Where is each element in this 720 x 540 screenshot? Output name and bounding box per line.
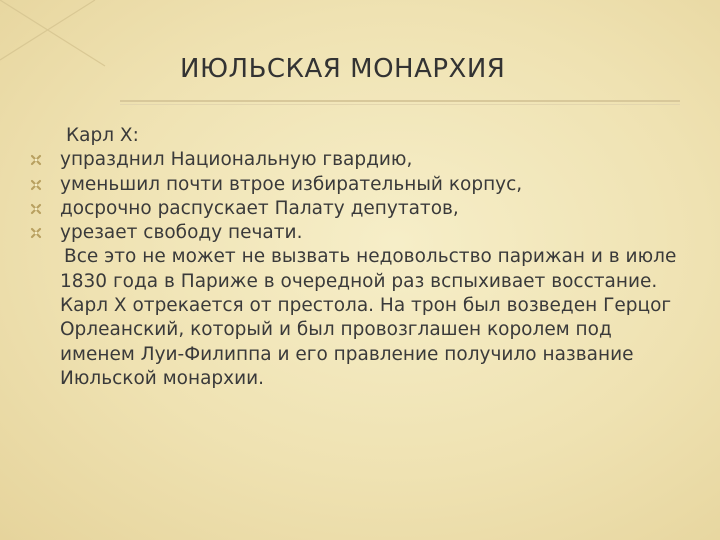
bullet-text: досрочно распускает Палату депутатов, xyxy=(60,197,459,219)
bullet-text: уменьшил почти втрое избирательный корпус, xyxy=(60,173,523,195)
slide-title: ИЮЛЬСКАЯ МОНАРХИЯ xyxy=(180,54,506,84)
title-underline xyxy=(120,100,680,102)
title-area xyxy=(120,50,680,102)
x-bullet-icon xyxy=(30,173,44,197)
x-bullet-icon xyxy=(30,221,44,245)
bullet-list xyxy=(30,148,680,245)
body-paragraph: Все это не может не вызвать недовольство парижан и в июле 1830 года в Париже в очередной раз вспыхивает восстание. Карл Х отрекается от престола. На трон был возведен Герцог Орлеанский, который и был провозглашен королем под именем Луи-Филиппа и его правление получило название Июльской монархии. xyxy=(60,246,677,389)
bullet-text: упразднил Национальную гвардию, xyxy=(60,149,413,171)
x-bullet-icon xyxy=(30,197,44,221)
intro-text: Карл Х: xyxy=(66,125,139,146)
bullet-item xyxy=(30,173,680,197)
bullet-item xyxy=(30,197,680,221)
bullet-item xyxy=(30,148,680,172)
slide-content xyxy=(30,124,680,391)
bullet-text: урезает свободу печати. xyxy=(60,222,303,244)
x-bullet-icon xyxy=(30,148,44,172)
bullet-item xyxy=(30,221,680,245)
